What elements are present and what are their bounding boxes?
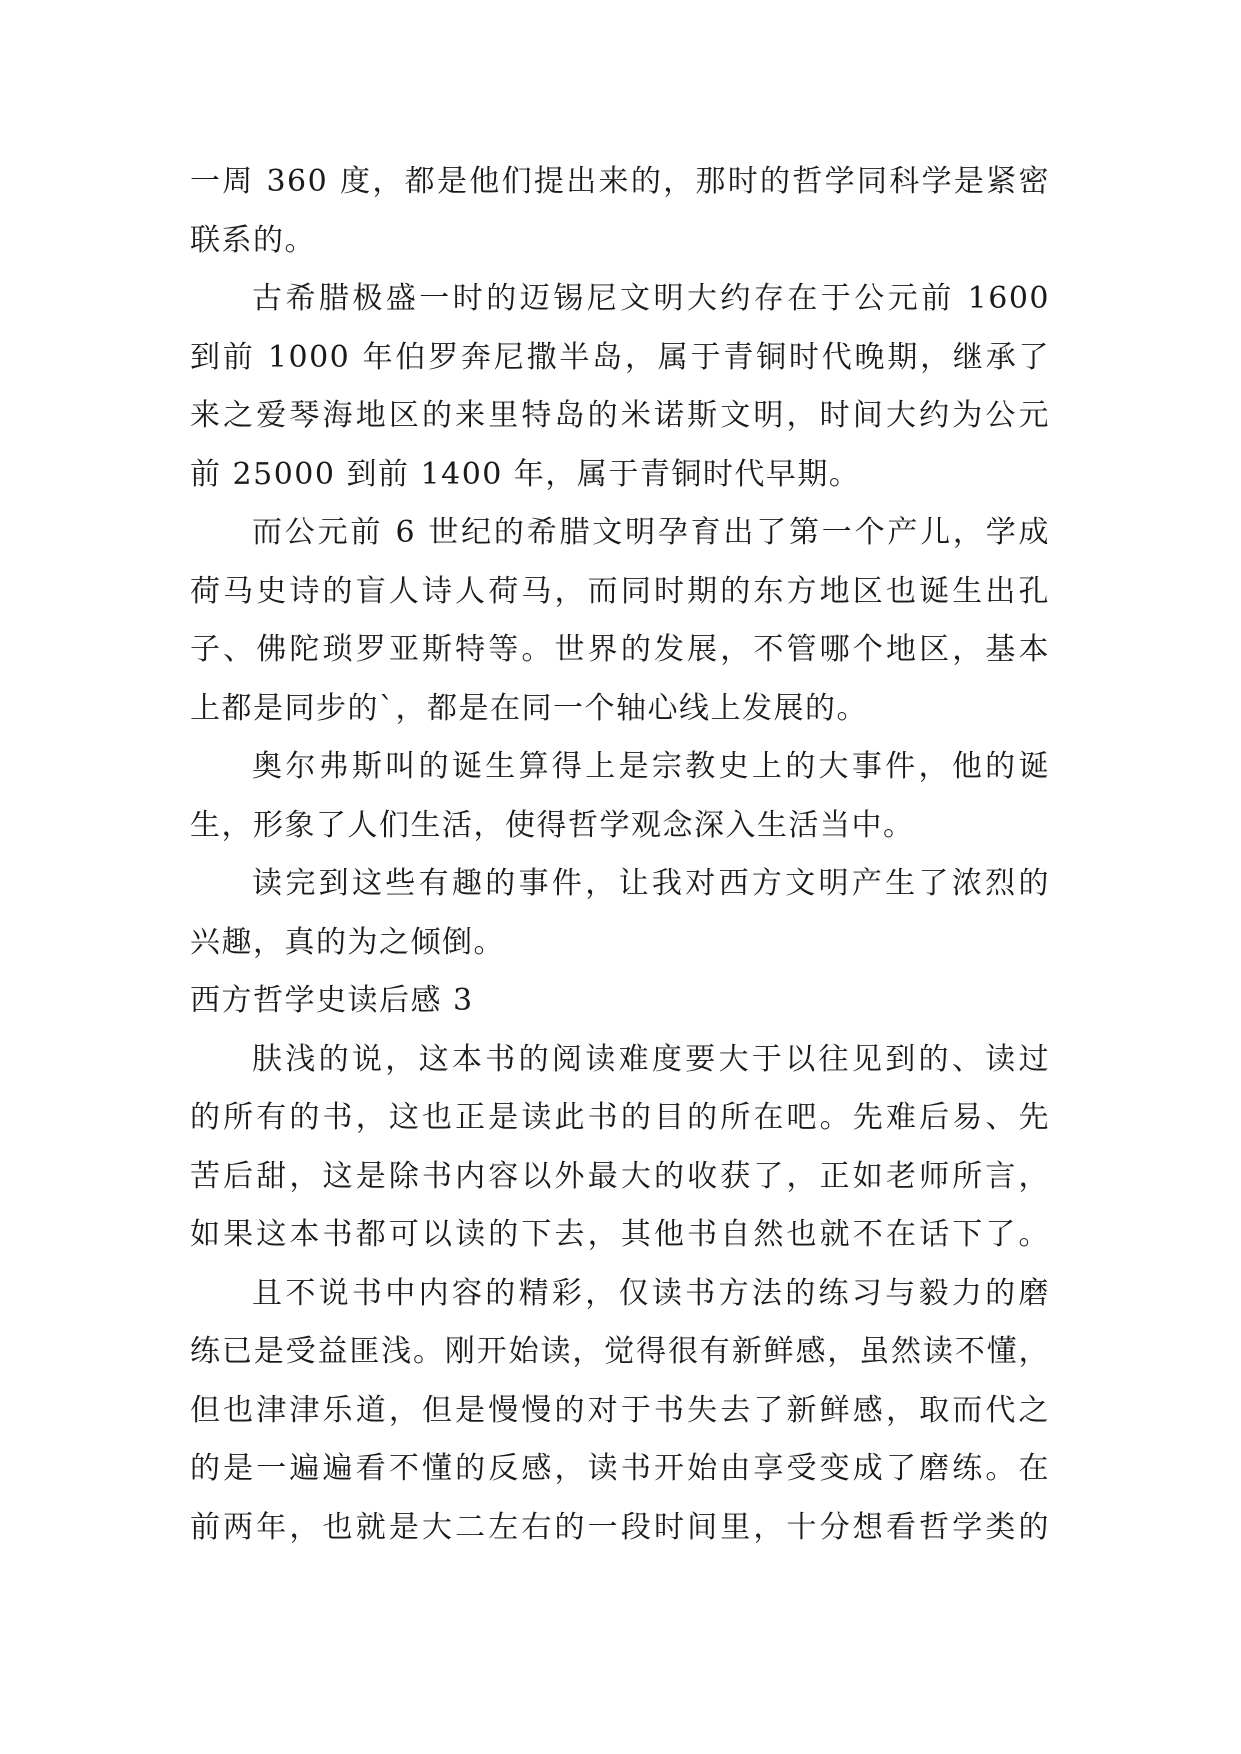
paragraph-first-line: 读完到这些有趣的事件，让我对西方文明产生了浓烈的 <box>252 866 1050 901</box>
text-line: 如果这本书都可以读的下去，其他书自然也就不在话下了。 <box>190 1217 1050 1252</box>
paragraph-first-line: 肤浅的说，这本书的阅读难度要大于以往见到的、读过 <box>252 1041 1050 1077</box>
text-line: 来之爱琴海地区的来里特岛的米诺斯文明，时间大约为公元 <box>190 398 1050 433</box>
paragraph-first-line: 而公元前 6 世纪的希腊文明孕育出了第一个产儿，学成 <box>252 515 1050 550</box>
text-line: 生，形象了人们生活，使得哲学观念深入生活当中。 <box>190 807 915 843</box>
text-line: 荷马史诗的盲人诗人荷马，而同时期的东方地区也诞生出孔 <box>190 573 1050 609</box>
document-body <box>190 153 1050 1557</box>
paragraph-first-line: 奥尔弗斯叫的诞生算得上是宗教史上的大事件，他的诞 <box>252 749 1050 784</box>
text-line: 到前 1000 年伯罗奔尼撒半岛，属于青铜时代晚期，继承了 <box>190 339 1050 375</box>
text-line: 的是一遍遍看不懂的反感，读书开始由享受变成了磨练。在 <box>190 1451 1050 1486</box>
section-heading: 西方哲学史读后感 3 <box>190 983 474 1018</box>
text-line: 的所有的书，这也正是读此书的目的所在吧。先难后易、先 <box>190 1100 1050 1135</box>
text-line: 联系的。 <box>190 222 316 258</box>
text-line: 但也津津乐道，但是慢慢的对于书失去了新鲜感，取而代之 <box>190 1392 1050 1428</box>
text-line: 前 25000 到前 1400 年，属于青铜时代早期。 <box>190 456 861 492</box>
text-line: 练已是受益匪浅。刚开始读，觉得很有新鲜感，虽然读不懂， <box>190 1334 1050 1369</box>
text-line: 上都是同步的`，都是在同一个轴心线上发展的。 <box>190 690 868 726</box>
text-line: 苦后甜，这是除书内容以外最大的收获了，正如老师所言， <box>190 1158 1050 1194</box>
text-line: 子、佛陀琐罗亚斯特等。世界的发展，不管哪个地区，基本 <box>190 632 1050 667</box>
paragraph-first-line: 且不说书中内容的精彩，仅读书方法的练习与毅力的磨 <box>252 1275 1050 1311</box>
text-line: 一周 360 度，都是他们提出来的，那时的哲学同科学是紧密 <box>190 164 1050 199</box>
paragraph-first-line: 古希腊极盛一时的迈锡尼文明大约存在于公元前 1600 <box>252 281 1050 316</box>
text-line: 兴趣，真的为之倾倒。 <box>190 924 505 960</box>
text-line: 前两年，也就是大二左右的一段时间里，十分想看哲学类的 <box>190 1509 1050 1545</box>
